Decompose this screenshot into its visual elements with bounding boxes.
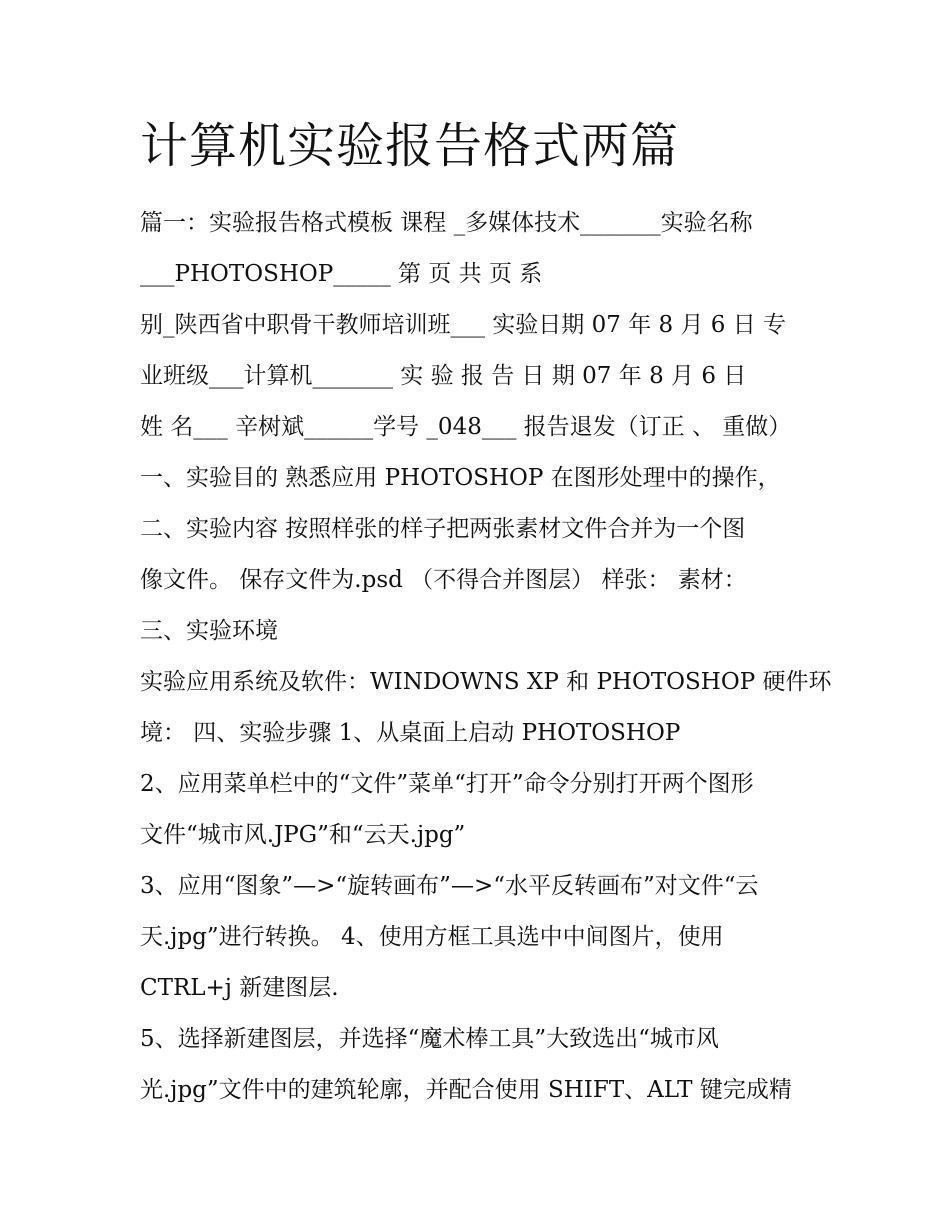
text-line: 别_陕西省中职骨干教师培训班___ 实验日期 07 年 8 月 6 日 专 [140, 312, 787, 338]
text-line: 业班级___计算机_______ 实 验 报 告 日 期 07 年 8 月 6 日 [140, 363, 747, 389]
text-line: 二、实验内容 按照样张的样子把两张素材文件合并为一个图 [140, 516, 746, 542]
document-body [140, 198, 832, 1116]
text-line: 实验应用系统及软件：WINDOWNS XP 和 PHOTOSHOP 硬件环 [140, 669, 832, 695]
text-line: 三、实验环境 [140, 618, 278, 644]
text-line: 像文件。 保存文件为.psd （不得合并图层） 样张： 素材： [140, 567, 747, 593]
text-line: 文件“城市风.JPG”和“云天.jpg” [140, 822, 466, 848]
text-line: 姓 名___ 辛树斌______学号 _048___ 报告退发（订正 、 重做） [140, 414, 792, 440]
text-line: 2、应用菜单栏中的“文件”菜单“打开”命令分别打开两个图形 [140, 771, 754, 797]
text-line: 光.jpg”文件中的建筑轮廓，并配合使用 SHIFT、ALT 键完成精 [140, 1077, 792, 1103]
text-line: 境： 四、实验步骤 1、从桌面上启动 PHOTOSHOP [140, 720, 681, 746]
document-title: 计算机实验报告格式两篇 [140, 118, 680, 174]
text-line: 篇一：实验报告格式模板 课程 _多媒体技术_______实验名称 [140, 210, 753, 236]
text-line: 3、应用“图象”—>“旋转画布”—>“水平反转画布”对文件“云 [140, 873, 759, 899]
text-line: 一、实验目的 熟悉应用 PHOTOSHOP 在图形处理中的操作， [140, 465, 781, 491]
text-line: 天.jpg”进行转换。 4、使用方框工具选中中间图片，使用 [140, 924, 724, 950]
text-line: 5、选择新建图层，并选择“魔术棒工具”大致选出“城市风 [140, 1026, 719, 1052]
text-line: ___PHOTOSHOP_____ 第 页 共 页 系 [140, 261, 543, 287]
text-line: CTRL+j 新建图层. [140, 975, 339, 1001]
